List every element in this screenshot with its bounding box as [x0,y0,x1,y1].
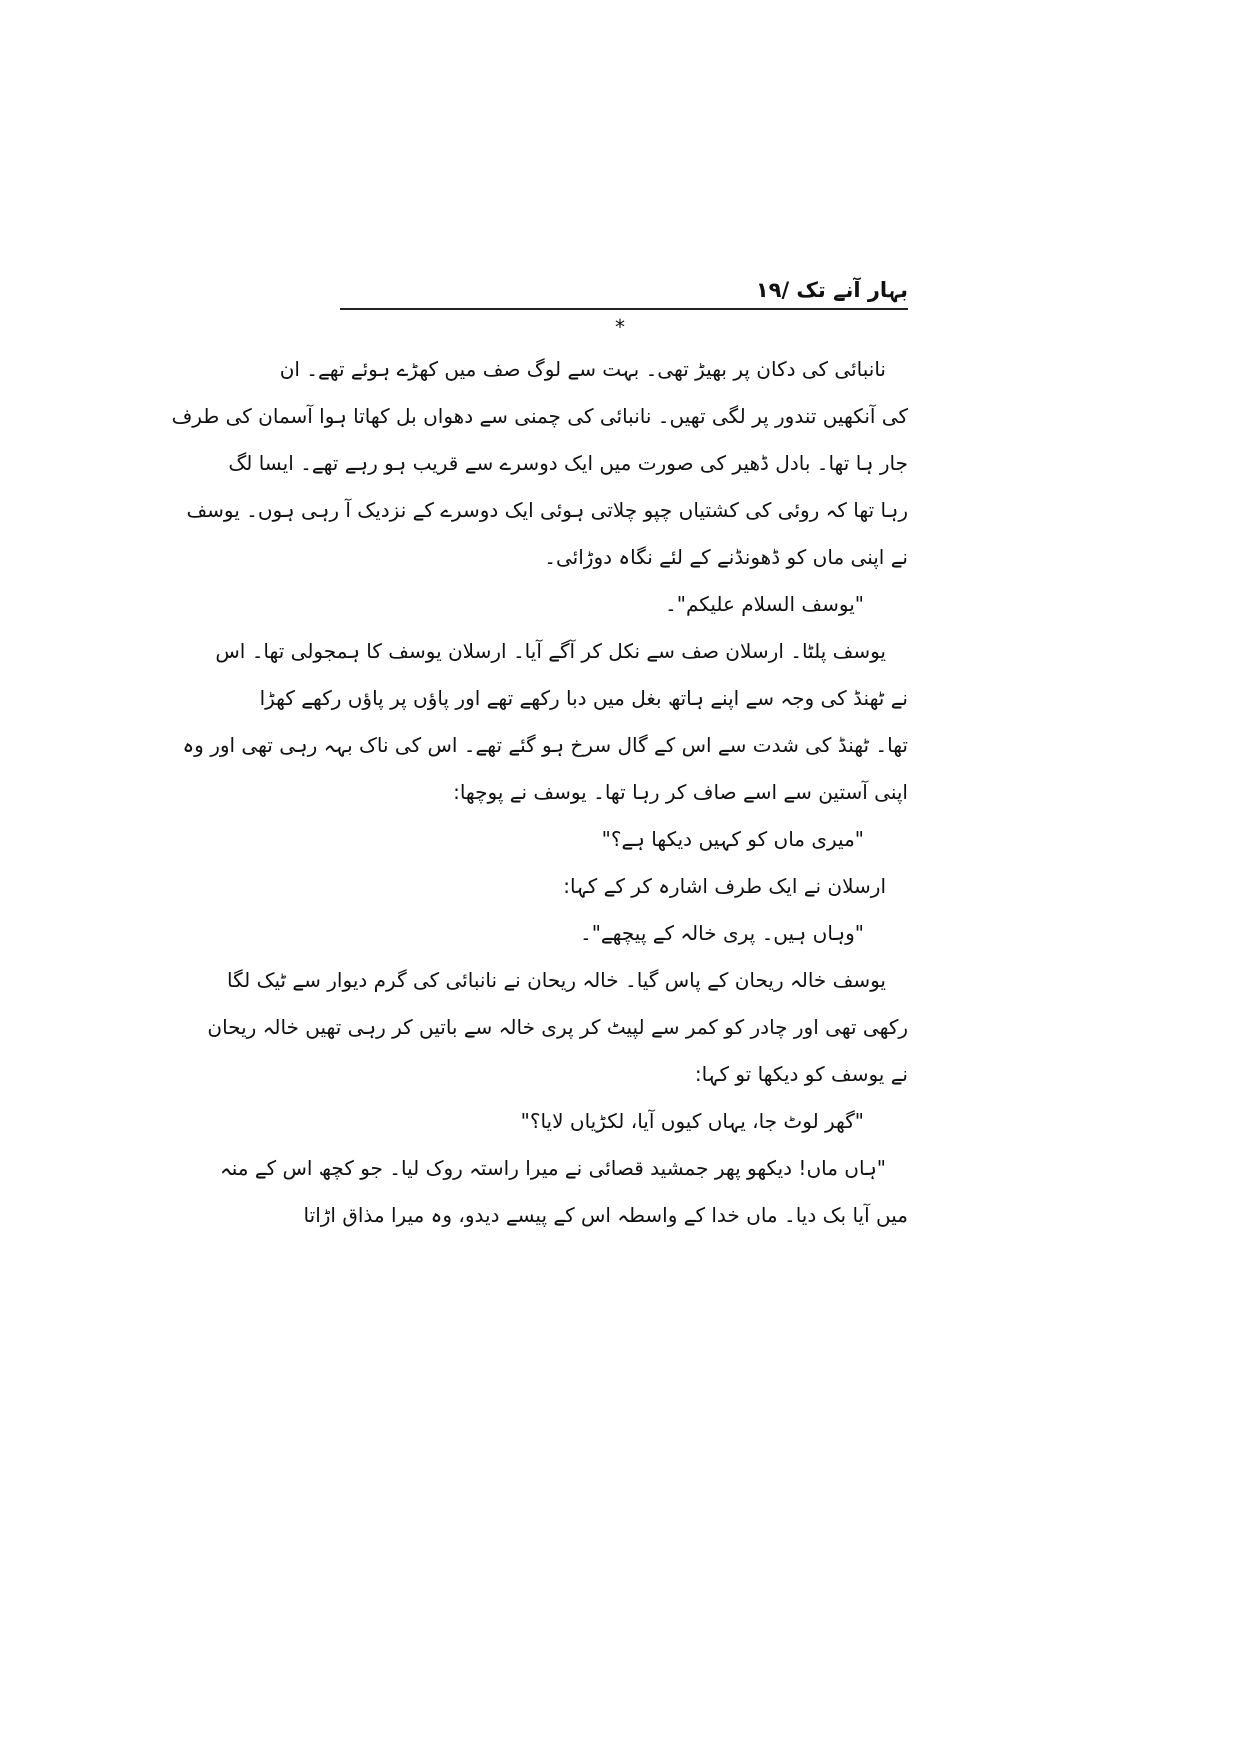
text-line: "میری ماں کو کہیں دیکھا ہے؟" [601,827,864,851]
text-line: رہا تھا کہ روئی کی کشتیاں چپو چلاتی ہوئی ایک دوسرے کے نزدیک آ رہی ہوں۔ یوسف [186,498,908,522]
text-line: یوسف خالہ ریحان کے پاس گیا۔ خالہ ریحان نے نانبائی کی گرم دیوار سے ٹیک لگا [226,968,886,992]
text-line: کی آنکھیں تندور پر لگی تھیں۔ نانبائی کی چمنی سے دھواں بل کھاتا ہوا آسمان کی طرف [171,404,908,428]
text-line: نے اپنی ماں کو ڈھونڈنے کے لئے نگاہ دوڑائی۔ [544,545,908,569]
header-title: بہار آنے تک /۱۹ [755,278,908,302]
body-text [171,346,908,1239]
text-line: میں آیا بک دیا۔ ماں خدا کے واسطہ اس کے پیسے دیدو، وہ میرا مذاق اڑاتا [303,1203,908,1227]
running-header [340,268,908,310]
text-line: اپنی آستین سے اسے صاف کر رہا تھا۔ یوسف نے پوچھا: [453,780,908,804]
text-line: یوسف پلٹا۔ ارسلان صف سے نکل کر آگے آیا۔ ارسلان یوسف کا ہمجولی تھا۔ اس [215,639,886,663]
text-line: نانبائی کی دکان پر بھیڑ تھی۔ بہت سے لوگ صف میں کھڑے ہوئے تھے۔ ان [279,357,886,381]
text-line: نے ٹھنڈ کی وجہ سے اپنے ہاتھ بغل میں دبا رکھے تھے اور پاؤں پر پاؤں رکھے کھڑا [259,686,908,710]
section-break-asterisk: * [615,315,625,339]
text-line: "وہاں ہیں۔ پری خالہ کے پیچھے"۔ [580,921,864,945]
text-line: تھا۔ ٹھنڈ کی شدت سے اس کے گال سرخ ہو گئے تھے۔ اس کی ناک بہہ رہی تھی اور وہ [182,733,908,757]
text-line: جار ہا تھا۔ بادل ڈھیر کی صورت میں ایک دوسرے سے قریب ہو رہے تھے۔ ایسا لگ [228,451,908,475]
text-line: ارسلان نے ایک طرف اشارہ کر کے کہا: [563,874,886,898]
text-line: "ہاں ماں! دیکھو پھر جمشید قصائی نے میرا راستہ روک لیا۔ جو کچھ اس کے منہ [220,1156,886,1180]
text-line: "یوسف السلام علیکم"۔ [665,592,864,616]
text-line: نے یوسف کو دیکھا تو کہا: [694,1062,908,1086]
text-line: رکھی تھی اور چادر کو کمر سے لپیٹ کر پری خالہ سے باتیں کر رہی تھیں خالہ ریحان [207,1015,908,1039]
text-line: "گھر لوٹ جا، یہاں کیوں آیا، لکڑیاں لایا؟" [520,1109,864,1133]
